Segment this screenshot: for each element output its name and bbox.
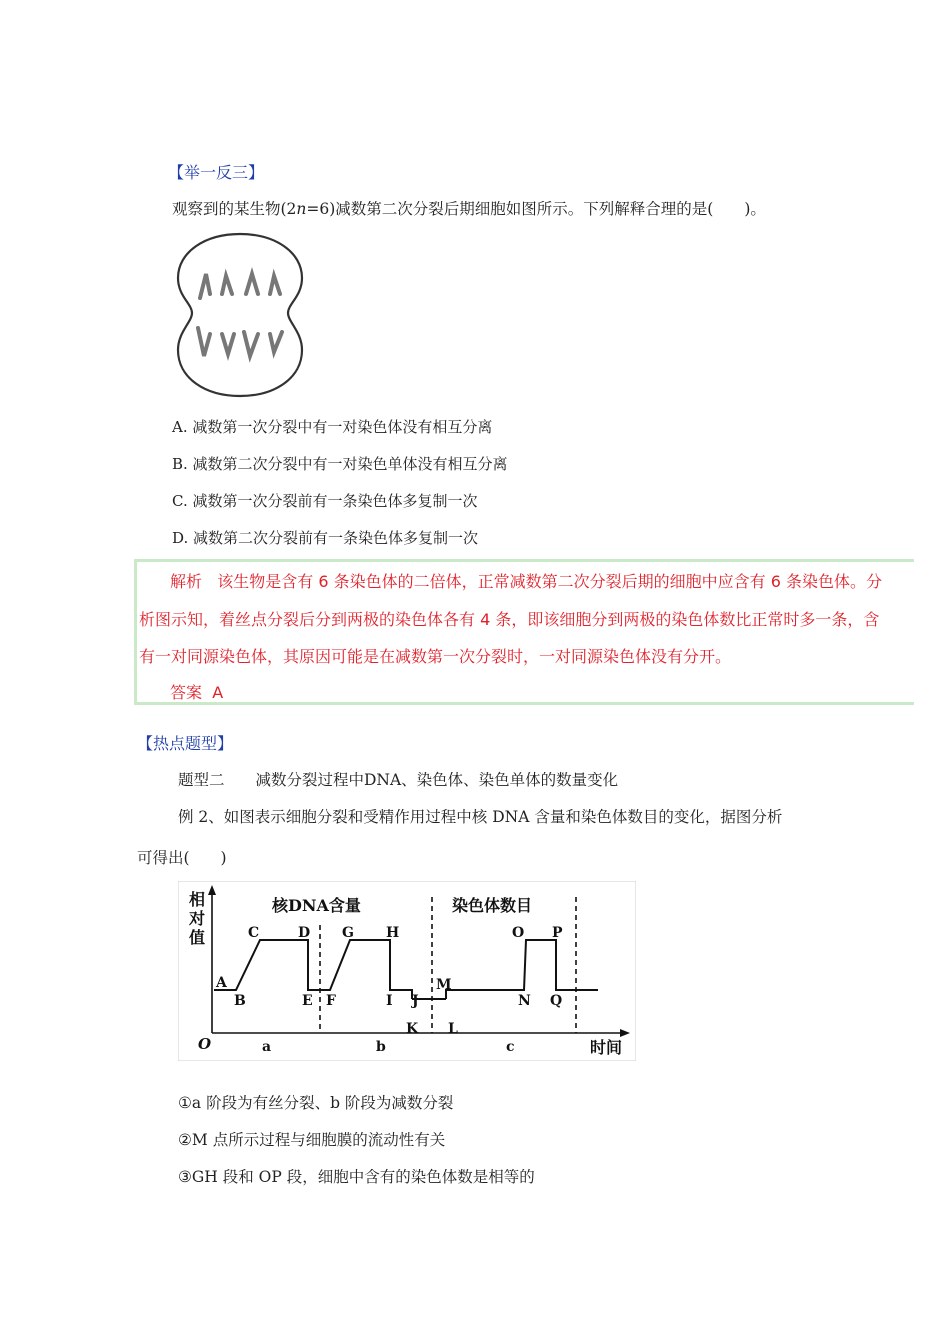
point-label-L: L	[448, 1021, 458, 1037]
point-label-G: G	[342, 925, 354, 941]
option-c: C. 减数第一次分裂前有一条染色体多复制一次	[172, 492, 478, 510]
stage-label-b: b	[376, 1039, 386, 1055]
point-label-O: O	[512, 925, 525, 941]
chart-header-right: 染色体数目	[452, 896, 533, 915]
option-b: B. 减数第二次分裂中有一对染色单体没有相互分离	[172, 455, 508, 473]
chart-header-left: 核DNA含量	[272, 896, 361, 915]
option-a: A. 减数第一次分裂中有一对染色体没有相互分离	[172, 418, 493, 436]
section1-title: 【举一反三】	[168, 163, 265, 182]
question-pre: 观察到的某生物(2	[172, 200, 297, 218]
xlabel: 时间	[590, 1038, 623, 1057]
option-d: D. 减数第二次分裂前有一条染色体多复制一次	[172, 529, 479, 547]
origin-label: O	[198, 1035, 212, 1053]
point-label-Q: Q	[550, 993, 563, 1009]
analysis-line2: 析图示知，着丝点分裂后分到两极的染色体各有 4 条，即该细胞分到两极的染色体数比正常时多一条，含	[139, 610, 880, 629]
point-label-D: D	[298, 925, 311, 941]
answer-value: A	[212, 683, 224, 702]
point-label-K: K	[406, 1021, 419, 1037]
example-line1: 例 2、如图表示细胞分裂和受精作用过程中核 DNA 含量和染色体数目的变化，据图分析	[178, 808, 783, 826]
statement-2: ②M 点所示过程与细胞膜的流动性有关	[178, 1131, 446, 1149]
stage-label-c: c	[506, 1039, 515, 1055]
stage-label-a: a	[262, 1039, 272, 1055]
dna-chromosome-chart	[178, 881, 636, 1061]
question-n: n	[296, 200, 307, 218]
example-line2: 可得出( )	[137, 849, 227, 867]
point-label-F: F	[326, 993, 336, 1009]
point-label-N: N	[518, 993, 531, 1009]
ylabel-char1: 相	[189, 890, 206, 909]
point-label-I: I	[386, 993, 393, 1009]
cell-membrane	[178, 234, 302, 396]
question-post: =6)减数第二次分裂后期细胞如图所示。下列解释合理的是( )。	[306, 200, 766, 218]
section2-title: 【热点题型】	[137, 734, 234, 753]
point-label-E: E	[302, 993, 313, 1009]
topic-line: 题型二 减数分裂过程中DNA、染色体、染色单体的数量变化	[178, 771, 619, 789]
point-label-A: A	[216, 975, 227, 991]
point-label-H: H	[386, 925, 400, 941]
question-text	[172, 197, 766, 219]
statement-1: ①a 阶段为有丝分裂、b 阶段为减数分裂	[178, 1094, 454, 1112]
analysis-line1	[170, 569, 882, 592]
analysis-line3: 有一对同源染色体，其原因可能是在减数第一次分裂时，一对同源染色体没有分开。	[139, 647, 732, 666]
analysis-label: 解析	[170, 572, 203, 591]
answer-label: 答案	[170, 683, 203, 702]
cell-diagram	[170, 230, 310, 400]
answer-line	[170, 680, 223, 703]
ylabel-char3: 值	[189, 928, 206, 947]
point-label-M: M	[436, 977, 452, 993]
statement-3: ③GH 段和 OP 段，细胞中含有的染色体数是相等的	[178, 1168, 535, 1186]
point-label-C: C	[248, 925, 260, 941]
point-label-J: J	[412, 993, 419, 1009]
analysis-text1: 该生物是含有 6 条染色体的二倍体，正常减数第二次分裂后期的细胞中应含有 6 条染色体。分	[217, 572, 882, 591]
point-label-P: P	[552, 925, 563, 941]
point-label-B: B	[234, 993, 246, 1009]
ylabel-char2: 对	[189, 909, 206, 928]
